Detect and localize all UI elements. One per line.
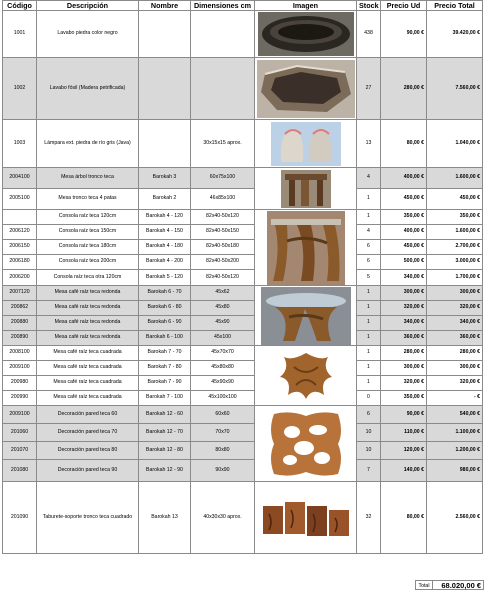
- cell-codigo: 2007120: [3, 286, 37, 301]
- table-row: [3, 255, 483, 270]
- cell-precio-total: 320,00 €: [427, 376, 483, 391]
- table-row: [3, 346, 483, 361]
- cell-precio-ud: 350,00 €: [381, 391, 427, 406]
- table-row: [3, 376, 483, 391]
- cell-stock: 27: [357, 58, 381, 120]
- cell-nombre: Barokah 7 - 80: [139, 361, 191, 376]
- cell-stock: 4: [357, 168, 381, 189]
- header-imagen: Imagen: [255, 1, 357, 11]
- cell-stock: 1: [357, 361, 381, 376]
- cell-dimensiones: 45x90x90: [191, 376, 255, 391]
- cell-nombre: Barokah 7 - 70: [139, 346, 191, 361]
- cell-stock: 32: [357, 482, 381, 554]
- product-image-cell: [255, 11, 357, 58]
- header-precio-ud: Precio Ud: [381, 1, 427, 11]
- cell-stock: 1: [357, 286, 381, 301]
- cell-codigo: 201080: [3, 460, 37, 482]
- cell-stock: 5: [357, 270, 381, 286]
- cell-codigo: 2009100: [3, 406, 37, 424]
- cell-descripcion: Mesa café raíz teca cuadrada: [37, 361, 139, 376]
- cell-stock: 13: [357, 120, 381, 168]
- cell-precio-total: 2.700,00 €: [427, 240, 483, 255]
- cell-precio-ud: 90,00 €: [381, 11, 427, 58]
- cell-precio-ud: 320,00 €: [381, 376, 427, 391]
- cell-descripcion: Mesa café raíz teca cuadrada: [37, 376, 139, 391]
- table-row: [3, 270, 483, 286]
- cell-dimensiones: 45x100: [191, 331, 255, 346]
- cell-descripcion: Consola raíz teca 120cm: [37, 210, 139, 225]
- cell-descripcion: Lavabo piedra color negro: [37, 11, 139, 58]
- cell-precio-ud: 360,00 €: [381, 331, 427, 346]
- cell-stock: 1: [357, 331, 381, 346]
- price-list-table: [2, 0, 483, 554]
- table-row: [3, 406, 483, 424]
- cell-nombre: Barokah 6 - 90: [139, 316, 191, 331]
- cell-dimensiones: 82x40-50x150: [191, 225, 255, 240]
- cell-codigo: 201060: [3, 424, 37, 442]
- cell-precio-total: 1.600,00 €: [427, 225, 483, 240]
- root-square-table-icon: [274, 347, 338, 405]
- cell-nombre: Barokah 12 - 90: [139, 460, 191, 482]
- teak-root-console-icon: [267, 211, 345, 285]
- cell-codigo: 2006200: [3, 270, 37, 286]
- cell-dimensiones: 70x70: [191, 424, 255, 442]
- cell-precio-total: 3.000,00 €: [427, 255, 483, 270]
- cell-dimensiones: [191, 58, 255, 120]
- cell-descripcion: Consola raíz teca otra 120cm: [37, 270, 139, 286]
- cell-precio-ud: 120,00 €: [381, 442, 427, 460]
- cell-dimensiones: 82x40-50x120: [191, 270, 255, 286]
- cell-dimensiones: 82x40-50x200: [191, 255, 255, 270]
- table-row: [3, 424, 483, 442]
- cell-stock: 1: [357, 189, 381, 210]
- table-row: [3, 11, 483, 58]
- cell-precio-total: 7.560,00 €: [427, 58, 483, 120]
- cell-nombre: Barokah 4 - 180: [139, 240, 191, 255]
- cell-nombre: Barokah 12 - 70: [139, 424, 191, 442]
- table-row: [3, 120, 483, 168]
- cell-dimensiones: 45x70x70: [191, 346, 255, 361]
- cell-descripcion: Lavabo fósil (Madera petrificada): [37, 58, 139, 120]
- product-image-cell: [255, 482, 357, 554]
- product-image-cell: [255, 346, 357, 406]
- total-label: Total: [415, 580, 433, 590]
- petrified-wood-basin-icon: [257, 60, 355, 118]
- table-row: [3, 225, 483, 240]
- total-value: 68.020,00 €: [433, 580, 484, 590]
- cell-precio-ud: 500,00 €: [381, 255, 427, 270]
- product-image-cell: [255, 168, 357, 210]
- product-image-cell: [255, 286, 357, 346]
- cell-nombre: Barokah 6 - 70: [139, 286, 191, 301]
- cell-nombre: Barokah 6 - 100: [139, 331, 191, 346]
- cell-precio-ud: 110,00 €: [381, 424, 427, 442]
- cell-precio-ud: 320,00 €: [381, 301, 427, 316]
- cell-stock: 10: [357, 442, 381, 460]
- cell-stock: 0: [357, 391, 381, 406]
- cell-descripcion: Mesa árbol tronco teca: [37, 168, 139, 189]
- cell-precio-ud: 90,00 €: [381, 406, 427, 424]
- cell-precio-total: 39.420,00 €: [427, 11, 483, 58]
- cell-nombre: Barokah 2: [139, 189, 191, 210]
- cell-precio-ud: 450,00 €: [381, 189, 427, 210]
- cell-nombre: [139, 11, 191, 58]
- cell-precio-total: 320,00 €: [427, 301, 483, 316]
- cell-descripcion: Mesa café raíz teca cuadrada: [37, 346, 139, 361]
- stone-basin-icon: [258, 12, 354, 56]
- cell-dimensiones: 46x85x100: [191, 189, 255, 210]
- cell-precio-total: 360,00 €: [427, 331, 483, 346]
- cell-dimensiones: 80x80: [191, 442, 255, 460]
- table-row: [3, 240, 483, 255]
- cell-dimensiones: 82x40-50x120: [191, 210, 255, 225]
- cell-precio-ud: 340,00 €: [381, 270, 427, 286]
- river-stone-lamps-icon: [271, 122, 341, 166]
- cell-precio-ud: 400,00 €: [381, 168, 427, 189]
- header-row: [3, 1, 483, 11]
- cell-precio-ud: 340,00 €: [381, 316, 427, 331]
- cell-codigo: 1002: [3, 58, 37, 120]
- cell-stock: 6: [357, 240, 381, 255]
- cell-nombre: Barokah 13: [139, 482, 191, 554]
- cell-precio-ud: 450,00 €: [381, 240, 427, 255]
- cell-descripcion: Mesa café raíz teca redonda: [37, 316, 139, 331]
- teak-stools-icon: [259, 488, 353, 548]
- cell-nombre: Barokah 12 - 80: [139, 442, 191, 460]
- table-row: [3, 482, 483, 554]
- cell-dimensiones: 30x15x15 aprox.: [191, 120, 255, 168]
- cell-precio-total: 300,00 €: [427, 286, 483, 301]
- cell-dimensiones: 45x80x80: [191, 361, 255, 376]
- cell-precio-total: 340,00 €: [427, 316, 483, 331]
- cell-stock: 1: [357, 316, 381, 331]
- cell-dimensiones: 60x75x100: [191, 168, 255, 189]
- cell-dimensiones: 60x60: [191, 406, 255, 424]
- cell-stock: 1: [357, 210, 381, 225]
- table-row: [3, 316, 483, 331]
- table-row: [3, 189, 483, 210]
- teak-wall-decoration-icon: [266, 408, 346, 480]
- cell-descripcion: Mesa café raíz teca cuadrada: [37, 391, 139, 406]
- cell-dimensiones: 40x30x30 aprox.: [191, 482, 255, 554]
- cell-nombre: Barokah 12 - 60: [139, 406, 191, 424]
- cell-stock: 4: [357, 225, 381, 240]
- cell-nombre: Barokah 5 - 120: [139, 270, 191, 286]
- cell-descripcion: Decoración pared teca 70: [37, 424, 139, 442]
- cell-stock: 6: [357, 406, 381, 424]
- cell-dimensiones: [191, 11, 255, 58]
- table-row: [3, 286, 483, 301]
- cell-nombre: Barokah 4 - 120: [139, 210, 191, 225]
- glass-top-root-table-icon: [261, 287, 351, 345]
- cell-precio-total: 300,00 €: [427, 361, 483, 376]
- cell-codigo: 1001: [3, 11, 37, 58]
- cell-descripcion: Decoración pared teca 90: [37, 460, 139, 482]
- cell-precio-ud: 280,00 €: [381, 58, 427, 120]
- table-row: [3, 361, 483, 376]
- cell-precio-ud: 80,00 €: [381, 120, 427, 168]
- cell-codigo: 2006150: [3, 240, 37, 255]
- cell-codigo: 1003: [3, 120, 37, 168]
- cell-precio-ud: 400,00 €: [381, 225, 427, 240]
- cell-precio-total: 1.200,00 €: [427, 442, 483, 460]
- header-descripcion: Descripción: [37, 1, 139, 11]
- cell-nombre: Barokah 6 - 80: [139, 301, 191, 316]
- cell-codigo: 200862: [3, 301, 37, 316]
- cell-dimensiones: 82x40-50x180: [191, 240, 255, 255]
- cell-nombre: Barokah 4 - 200: [139, 255, 191, 270]
- cell-precio-ud: 300,00 €: [381, 286, 427, 301]
- cell-nombre: [139, 120, 191, 168]
- header-dimensiones: Dimensiones cm: [191, 1, 255, 11]
- cell-codigo: 2009100: [3, 361, 37, 376]
- cell-dimensiones: 90x90: [191, 460, 255, 482]
- cell-codigo: 200880: [3, 316, 37, 331]
- cell-nombre: [139, 58, 191, 120]
- cell-precio-total: 1.600,00 €: [427, 168, 483, 189]
- cell-precio-ud: 80,00 €: [381, 482, 427, 554]
- cell-codigo: 2005100: [3, 189, 37, 210]
- cell-descripcion: Mesa café raíz teca redonda: [37, 301, 139, 316]
- cell-precio-ud: 350,00 €: [381, 210, 427, 225]
- cell-codigo: 2004100: [3, 168, 37, 189]
- cell-precio-total: 2.560,00 €: [427, 482, 483, 554]
- cell-descripcion: Mesa tronco teca 4 patas: [37, 189, 139, 210]
- cell-precio-ud: 280,00 €: [381, 346, 427, 361]
- cell-nombre: Barokah 4 - 150: [139, 225, 191, 240]
- cell-stock: 10: [357, 424, 381, 442]
- total-summary: [415, 580, 484, 590]
- cell-codigo: 200990: [3, 391, 37, 406]
- cell-stock: 1: [357, 301, 381, 316]
- header-codigo: Código: [3, 1, 37, 11]
- table-row: [3, 442, 483, 460]
- cell-nombre: Barokah 7 - 90: [139, 376, 191, 391]
- cell-descripcion: Consola raíz teca 200cm: [37, 255, 139, 270]
- product-image-cell: [255, 210, 357, 286]
- cell-precio-total: 980,00 €: [427, 460, 483, 482]
- cell-dimensiones: 45x80: [191, 301, 255, 316]
- cell-precio-ud: 140,00 €: [381, 460, 427, 482]
- table-row: [3, 168, 483, 189]
- cell-stock: 6: [357, 255, 381, 270]
- table-row: [3, 460, 483, 482]
- table-row: [3, 58, 483, 120]
- cell-precio-total: 1.100,00 €: [427, 424, 483, 442]
- cell-precio-total: 540,00 €: [427, 406, 483, 424]
- cell-stock: 7: [357, 460, 381, 482]
- cell-descripcion: Lámpara ext. piedra de río gris (Java): [37, 120, 139, 168]
- header-nombre: Nombre: [139, 1, 191, 11]
- cell-dimensiones: 45x62: [191, 286, 255, 301]
- cell-descripcion: Mesa café raíz teca redonda: [37, 331, 139, 346]
- cell-descripcion: Mesa café raíz teca redonda: [37, 286, 139, 301]
- product-image-cell: [255, 120, 357, 168]
- cell-precio-ud: 300,00 €: [381, 361, 427, 376]
- table-row: [3, 210, 483, 225]
- teak-trunk-table-icon: [281, 170, 331, 208]
- product-image-cell: [255, 58, 357, 120]
- cell-codigo: 200890: [3, 331, 37, 346]
- cell-descripcion: Consola raíz teca 180cm: [37, 240, 139, 255]
- cell-stock: 438: [357, 11, 381, 58]
- table-row: [3, 331, 483, 346]
- cell-descripcion: Consola raíz teca 150cm: [37, 225, 139, 240]
- cell-descripcion: Decoración pared teca 80: [37, 442, 139, 460]
- cell-codigo: 200980: [3, 376, 37, 391]
- cell-codigo: [3, 210, 37, 225]
- cell-precio-total: - €: [427, 391, 483, 406]
- cell-precio-total: 280,00 €: [427, 346, 483, 361]
- cell-precio-total: 450,00 €: [427, 189, 483, 210]
- table-row: [3, 391, 483, 406]
- cell-codigo: 201090: [3, 482, 37, 554]
- cell-dimensiones: 45x100x100: [191, 391, 255, 406]
- cell-stock: 1: [357, 346, 381, 361]
- cell-nombre: Barokah 3: [139, 168, 191, 189]
- cell-codigo: 201070: [3, 442, 37, 460]
- cell-codigo: 2006180: [3, 255, 37, 270]
- header-stock: Stock: [357, 1, 381, 11]
- header-precio-total: Precio Total: [427, 1, 483, 11]
- cell-stock: 1: [357, 376, 381, 391]
- cell-descripcion: Taburete-soporte tronco teca cuadrado: [37, 482, 139, 554]
- cell-descripcion: Decoración pared teca 60: [37, 406, 139, 424]
- cell-nombre: Barokah 7 - 100: [139, 391, 191, 406]
- cell-codigo: 2006120: [3, 225, 37, 240]
- table-row: [3, 301, 483, 316]
- cell-codigo: 2008100: [3, 346, 37, 361]
- cell-precio-total: 1.040,00 €: [427, 120, 483, 168]
- cell-precio-total: 350,00 €: [427, 210, 483, 225]
- product-image-cell: [255, 406, 357, 482]
- cell-dimensiones: 45x90: [191, 316, 255, 331]
- cell-precio-total: 1.700,00 €: [427, 270, 483, 286]
